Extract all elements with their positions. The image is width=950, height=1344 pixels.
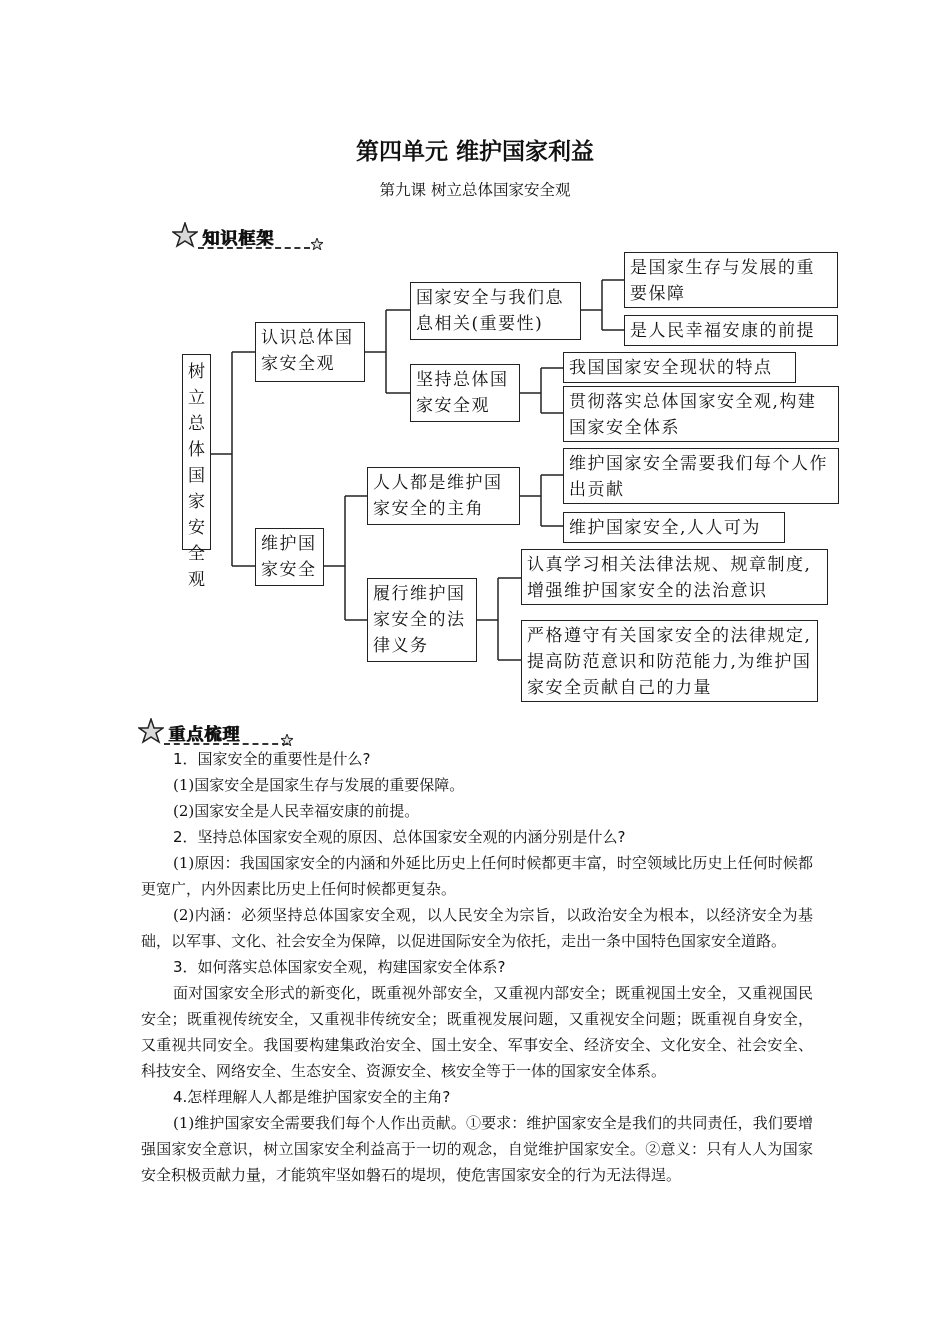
mindmap-root [182, 354, 211, 590]
question-3: 3．如何落实总体国家安全观，构建国家安全体系? [173, 958, 506, 976]
mindmap-leaf-obey-law-text: 严格遵守有关国家安全的法律规定,提高防范意识和防范能力,为维护国家安全贡献自己的力量 [527, 626, 812, 698]
small-star-icon [281, 734, 293, 746]
question-1: 1．国家安全的重要性是什么? [173, 750, 371, 768]
star-icon [138, 718, 164, 744]
mindmap-node-everyone [367, 467, 520, 525]
answer-2-1: (1)原因：我国国家安全的内涵和外延比历史上任何时候都更丰富，时空领域比历史上任何时候都更宽广，内外因素比历史上任何时候都更复杂。 [141, 854, 813, 898]
mindmap-node-legal-duty [367, 578, 477, 662]
mindmap-leaf-system [563, 386, 839, 442]
section-divider [164, 743, 288, 745]
question-2: 2．坚持总体国家安全观的原因、总体国家安全观的内涵分别是什么? [173, 828, 626, 846]
mindmap-leaf-obey-law [521, 620, 818, 702]
mindmap-root-text: 树立总体国家安全观 [188, 362, 205, 590]
mindmap-leaf-everyone-can [563, 512, 785, 543]
question-4: 4.怎样理解人人都是维护国家安全的主角? [173, 1088, 451, 1106]
mindmap-node-related-text: 国家安全与我们息息相关(重要性) [416, 288, 564, 334]
mindmap-leaf-contribute [563, 448, 839, 504]
mindmap-leaf-status [563, 352, 796, 383]
mindmap-leaf-study-law [521, 549, 828, 605]
mindmap-leaf-study-law-text: 认真学习相关法律法规、规章制度,增强维护国家安全的法治意识 [527, 555, 812, 601]
mindmap-node-legal-duty-text: 履行维护国家安全的法律义务 [373, 584, 466, 656]
lesson-subtitle: 第九课 树立总体国家安全观 [379, 181, 571, 199]
mindmap-branch-maintain [255, 528, 324, 586]
answer-3-1: 面对国家安全形式的新变化，既重视外部安全，又重视内部安全；既重视国土安全，又重视国民安全；既重视传统安全，又重视非传统安全；既重视发展问题，又重视安全问题；既重视自身安全，又重视共同安全。我国要构建集政治安全、国土安全、军事安全、经济安全、文化安全、社会安全、科技安全、网络安全、生态安全、资源安全、核安全等于一体的国家安全体系。 [141, 984, 813, 1080]
mindmap-leaf-guarantee-text: 是国家生存与发展的重要保障 [630, 258, 815, 304]
mindmap-leaf-guarantee [624, 252, 838, 308]
mindmap-leaf-premise-text: 是人民幸福安康的前提 [630, 321, 815, 341]
mindmap-node-related [410, 282, 581, 340]
framework-label: 知识框架 [202, 229, 274, 249]
mindmap-node-adhere-text: 坚持总体国家安全观 [416, 370, 509, 416]
answer-2-2: (2)内涵：必须坚持总体国家安全观，以人民安全为宗旨，以政治安全为根本，以经济安全为基础，以军事、文化、社会安全为保障，以促进国际安全为依托，走出一条中国特色国家安全道路。 [141, 906, 813, 950]
page-title: 第四单元 维护国家利益 [355, 139, 594, 165]
answer-4-1: (1)维护国家安全需要我们每个人作出贡献。①要求：维护国家安全是我们的共同责任，我们要增强国家安全意识，树立国家安全利益高于一切的观念，自觉维护国家安全。②意义：只有人人为国家安全积极贡献力量，才能筑牢坚如磐石的堤坝，使危害国家安全的行为无法得逞。 [141, 1114, 813, 1184]
answer-1-2: (2)国家安全是人民幸福安康的前提。 [173, 802, 420, 820]
mindmap-leaf-premise [624, 315, 838, 346]
answer-1-1: (1)国家安全是国家生存与发展的重要保障。 [173, 776, 465, 794]
mindmap-leaf-status-text: 我国国家安全现状的特点 [569, 358, 773, 378]
mindmap-leaf-contribute-text: 维护国家安全需要我们每个人作出贡献 [569, 454, 828, 500]
mindmap-node-adhere [410, 364, 520, 422]
mindmap-leaf-system-text: 贯彻落实总体国家安全观,构建国家安全体系 [569, 392, 817, 438]
mindmap-branch-recognize [255, 322, 365, 382]
keypoints-content [141, 746, 813, 1188]
mindmap-branch-maintain-text: 维护国家安全 [261, 534, 317, 580]
mindmap-node-everyone-text: 人人都是维护国家安全的主角 [373, 473, 503, 519]
keypoints-label: 重点梳理 [168, 725, 240, 745]
mindmap-branch-recognize-text: 认识总体国家安全观 [261, 328, 354, 374]
mindmap-leaf-everyone-can-text: 维护国家安全,人人可为 [569, 518, 761, 538]
keypoints-section-head [138, 718, 308, 748]
